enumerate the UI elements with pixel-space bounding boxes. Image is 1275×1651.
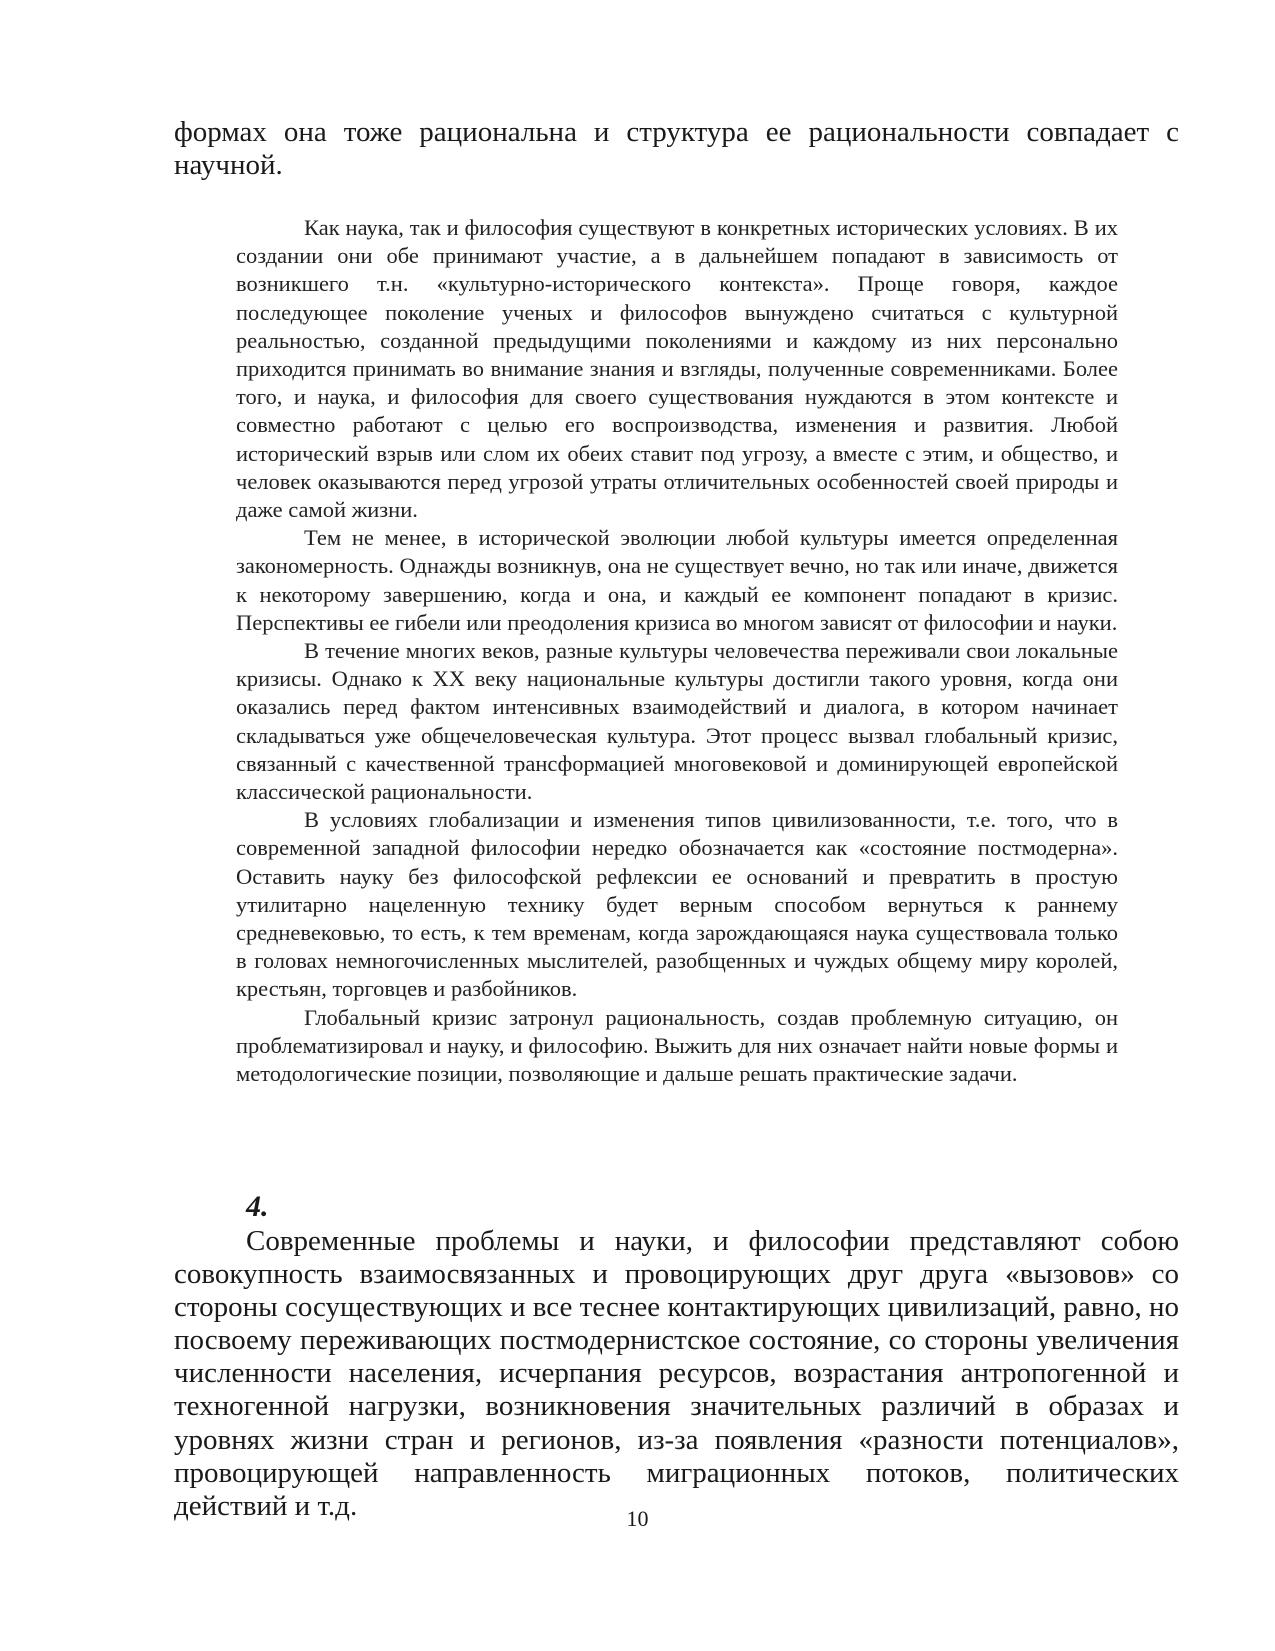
page-number: 10: [626, 1506, 649, 1531]
quote-paragraph-5: Глобальный кризис затронул рациональность, создав проблемную ситуацию, он проблематизировал и науку, и философию. Выжить для них означает найти новые формы и методологические позиции, позволяющие и дальше решать практические задачи.: [236, 1004, 1118, 1087]
section-number: 4.: [246, 1190, 269, 1223]
quote-paragraph-3: В течение многих веков, разные культуры человечества переживали свои локальные кризисы. Однако к XX веку национальные культуры достигли такого уровня, когда они оказались перед фактом интенсивных взаимодействий и диалога, в котором начинает складываться уже общечеловеческая культура. Этот процесс вызвал глобальный кризис, связанный с качественной трансформацией многовековой и доминирующей европейской классической рациональности.: [236, 638, 1118, 805]
quote-paragraph-2: Тем не менее, в исторической эволюции любой культуры имеется определенная закономерность. Однажды возникнув, она не существует вечно, но так или иначе, движется к некоторому завершению, когда и она, и каждый ее компонент попадают в кризис. Перспективы ее гибели или преодоления кризиса во многом зависят от философии и науки.: [236, 525, 1118, 635]
quote-block: [236, 214, 1118, 1088]
section-paragraph: Современные проблемы и науки, и философии представляют собою совокупность взаимосвязанных и провоцирующих друг друга «вызовов» со стороны сосуществующих и все теснее контактирующих цивилизаций, равно, но посвоему переживающих постмодернистское состояние, со стороны увеличения численности населения, исчерпания ресурсов, возрастания антропогенной и техногенной нагрузки, возникновения значительных различий в образах и уровнях жизни стран и регионов, из-за появления «разности потенциалов», провоцирующей направленность миграционных потоков, политических действий и т.д.: [174, 1225, 1179, 1522]
quote-paragraph-1: Как наука, так и философия существуют в конкретных исторических условиях. В их создании они обе принимают участие, а в дальнейшем попадают в зависимость от возникшего т.н. «культурно-исторического контекста». Проще говоря, каждое последующее поколение ученых и философов вынуждено считаться с культурной реальностью, созданной предыдущими поколениями и каждому из них персонально приходится принимать во внимание знания и взгляды, полученные современниками. Более того, и наука, и философия для своего существования нуждаются в этом контексте и совместно работают с целью его воспроизводства, изменения и развития. Любой исторический взрыв или слом их обеих ставит под угрозу, а вместе с этим, и общество, и человек оказываются перед угрозой утраты отличительных особенностей своей природы и даже самой жизни.: [236, 215, 1118, 523]
quote-paragraph-4: В условиях глобализации и изменения типов цивилизованности, т.е. того, что в современной западной философии нередко обозначается как «состояние постмодерна». Оставить науку без философской рефлексии ее оснований и превратить в простую утилитарно нацеленную технику будет верным способом вернуться к раннему средневековью, то есть, к тем временам, когда зарождающаяся наука существовала только в головах немногочисленных мыслителей, разобщенных и чуждых общему миру королей, крестьян, торговцев и разбойников.: [236, 807, 1118, 1002]
lead-paragraph: формах она тоже рациональна и структура ее рациональности совпадает с научной.: [174, 116, 1179, 181]
